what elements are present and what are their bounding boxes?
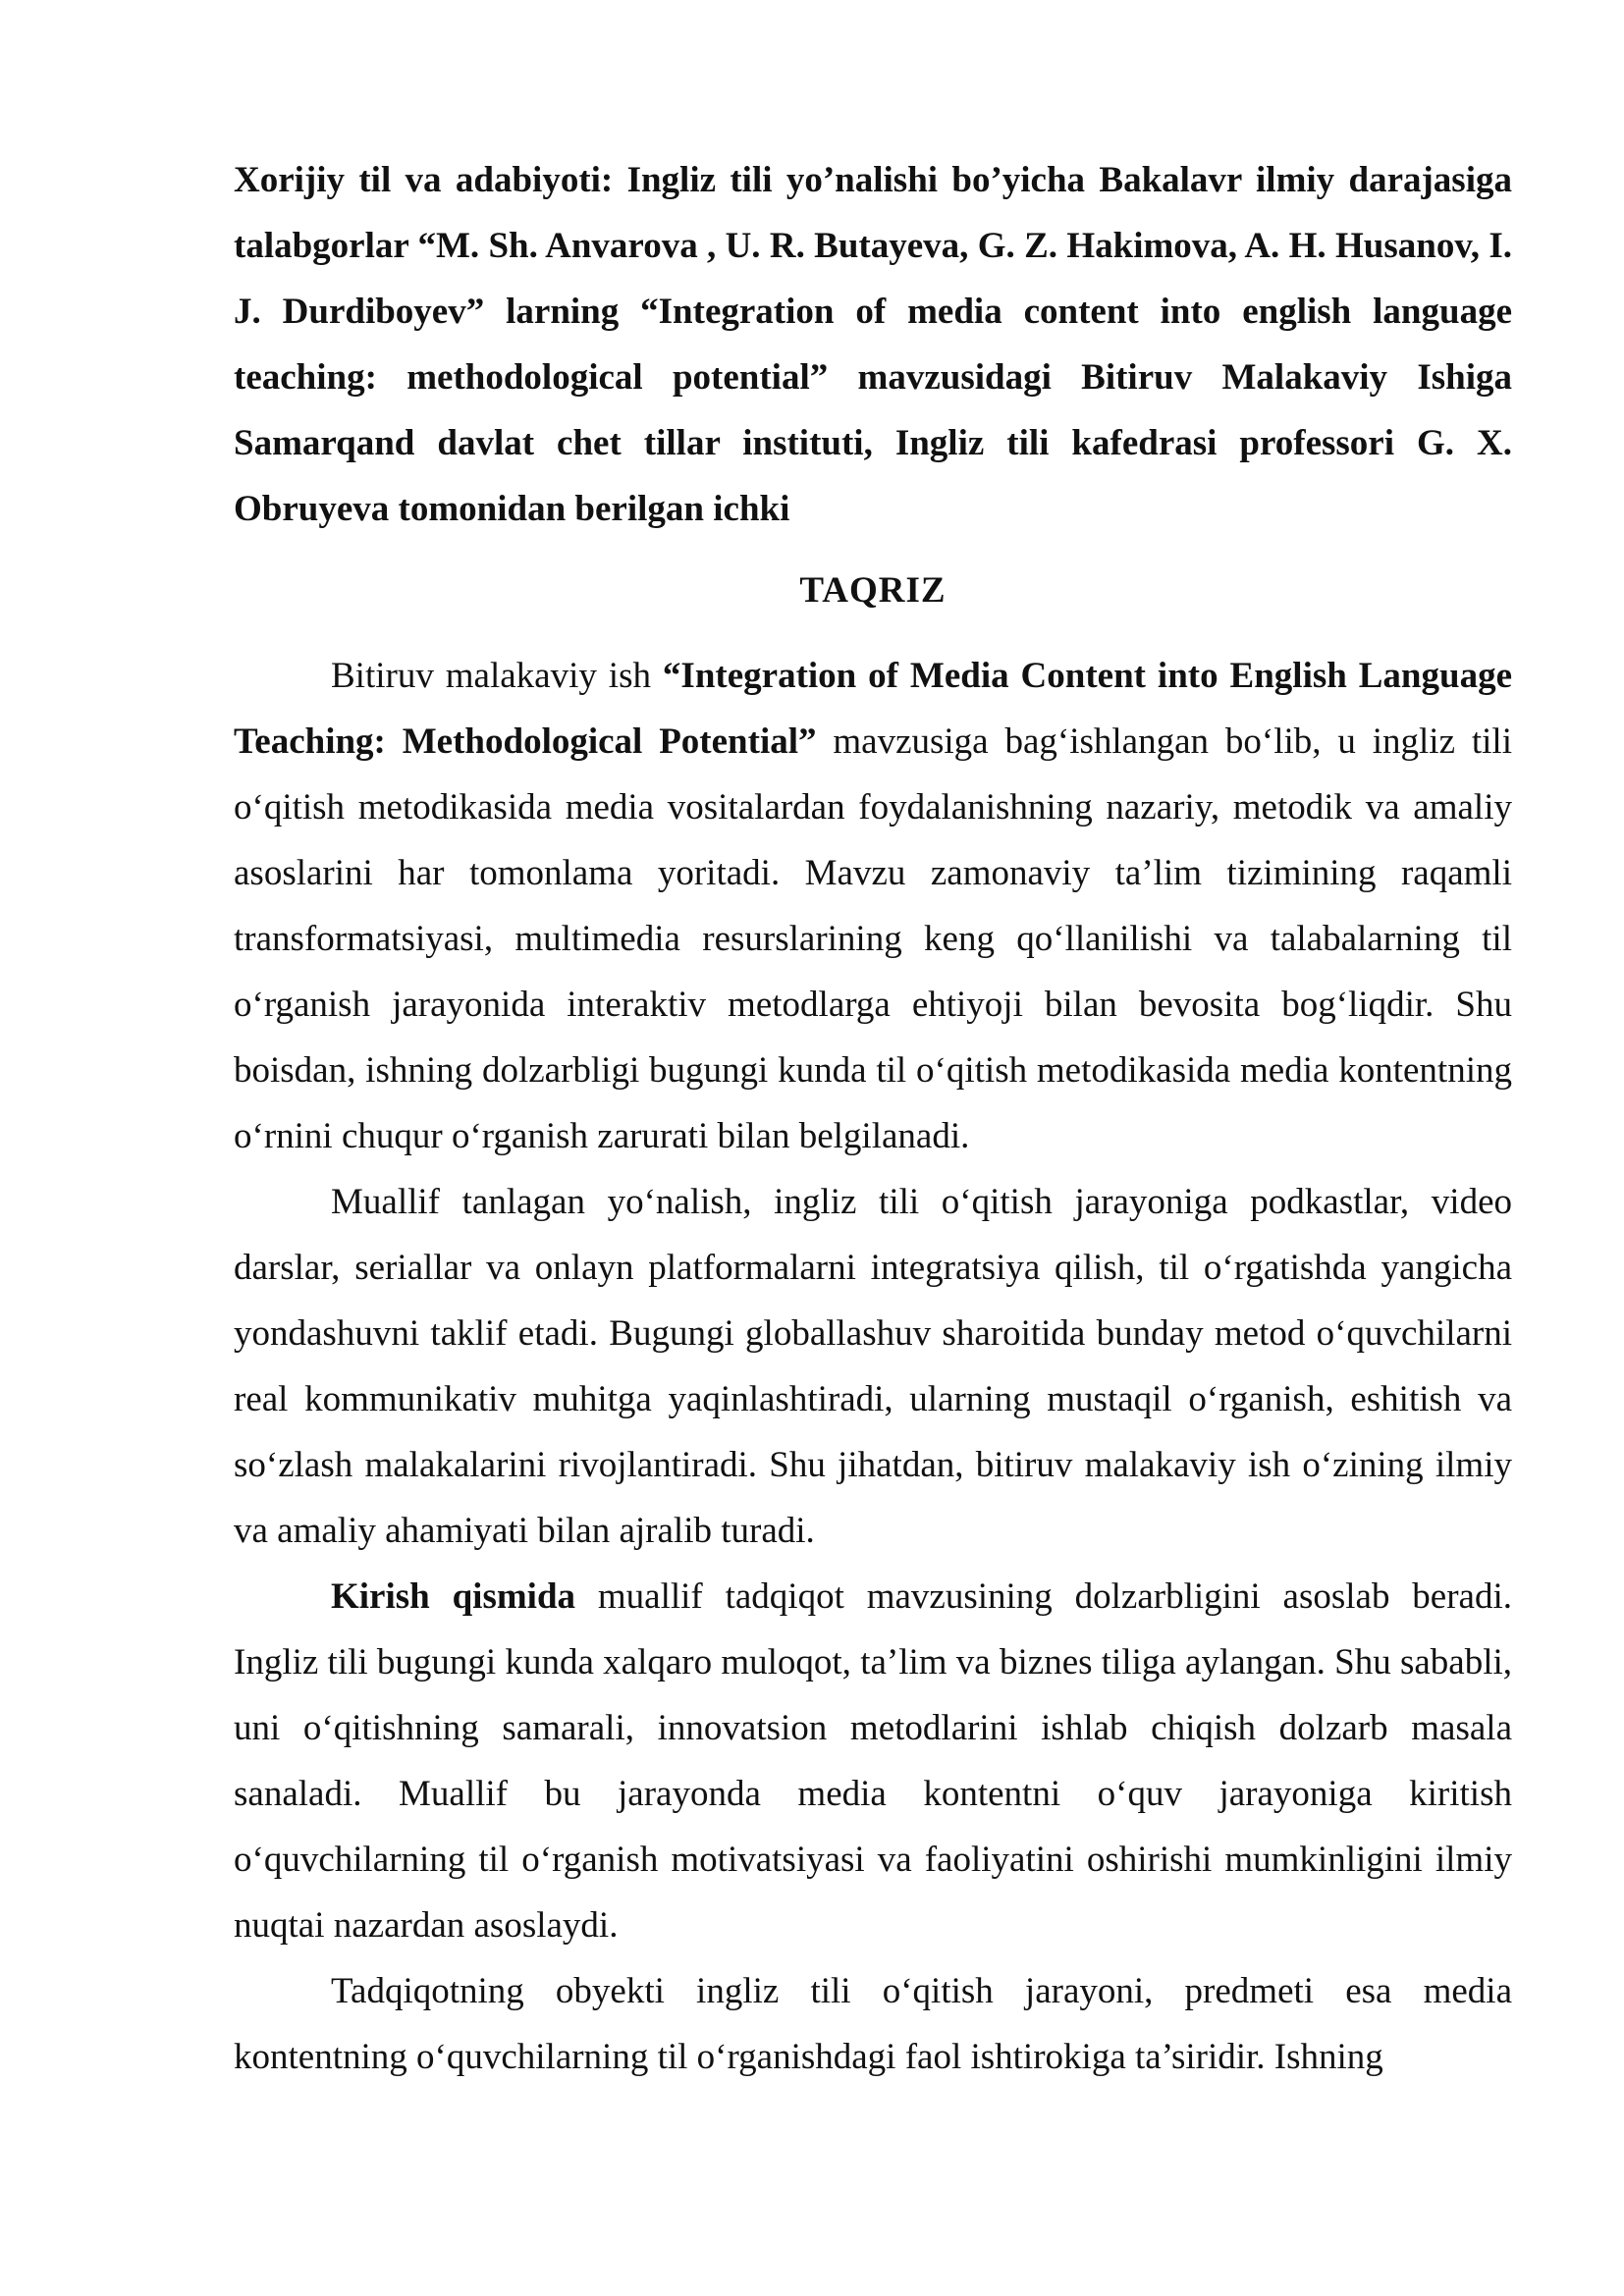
thesis-title-bold: “Integration of Media Content into English Language Teaching: Methodological Potential” <box>234 656 1513 762</box>
paragraph-introduction-section <box>234 1564 1512 1958</box>
paragraph-direction: Muallif tanlagan yo‘nalish, ingliz tili o‘qitish jarayoniga podkastlar, video darslar, seriallar va onlayn platformalarni integratsiya qilish, til o‘rgatishda yangicha yondashuvni taklif etadi. Bugungi globallashuv sharoitida bunday metod o‘quvchilarni real kommunikativ muhitga yaqinlashtiradi, ularning mustaqil o‘rganish, eshitish va so‘zlash malakalarini rivojlantiradi. Shu jihatdan, bitiruv malakaviy ish o‘zining ilmiy va amaliy ahamiyati bilan ajralib turadi. <box>234 1182 1512 1551</box>
introduction-section-label: Kirish qismida <box>331 1576 576 1617</box>
document-header: Xorijiy til va adabiyoti: Ingliz tili yo’nalishi bo’yicha Bakalavr ilmiy darajasiga talabgorlar “M. Sh. Anvarova , U. R. Butayeva, G. Z. Hakimova, A. H. Husanov, I. J. Durdiboyev” larning “Integration of media content into english language teaching: methodological potential” mavzusidagi Bitiruv Malakaviy Ishiga Samarqand davlat chet tillar instituti, Ingliz tili kafedrasi professori G. X. Obruyeva tomonidan berilgan ichki <box>234 160 1512 529</box>
document-page <box>234 147 1512 2090</box>
paragraph-intro <box>234 643 1512 1169</box>
document-title: TAQRIZ <box>799 570 947 611</box>
paragraph-intro-lead: Bitiruv malakaviy ish <box>331 656 663 696</box>
paragraph-intro-rest: mavzusiga bag‘ishlangan bo‘lib, u ingliz tili o‘qitish metodikasida media vositalardan foydalanishning nazariy, metodik va amaliy asoslarini har tomonlama yoritadi. Mavzu zamonaviy ta’lim tizimining raqamli transformatsiyasi, multimedia resurslarining keng qo‘llanilishi va talabalarning til o‘rganish jarayonida interaktiv metodlarga ehtiyoji bilan bevosita bog‘liqdir. Shu boisdan, ishning dolzarbligi bugungi kunda til o‘qitish metodikasida media kontentning o‘rnini chuqur o‘rganish zarurati bilan belgilanadi. <box>234 721 1512 1156</box>
introduction-section-text: muallif tadqiqot mavzusining dolzarbligini asoslab beradi. Ingliz tili bugungi kunda xalqaro muloqot, ta’lim va biznes tiliga aylangan. Shu sababli, uni o‘qitishning samarali, innovatsion metodlarini ishlab chiqish dolzarb masala sanaladi. Muallif bu jarayonda media kontentni o‘quv jarayoniga kiritish o‘quvchilarning til o‘rganish motivatsiyasi va faoliyatini oshirishi mumkinligini ilmiy nuqtai nazardan asoslaydi. <box>234 1576 1512 1946</box>
paragraph-research-object: Tadqiqotning obyekti ingliz tili o‘qitish jarayoni, predmeti esa media kontentning o‘quvchilarning til o‘rganishdagi faol ishtirokiga ta’siridir. Ishning <box>234 1971 1512 2077</box>
